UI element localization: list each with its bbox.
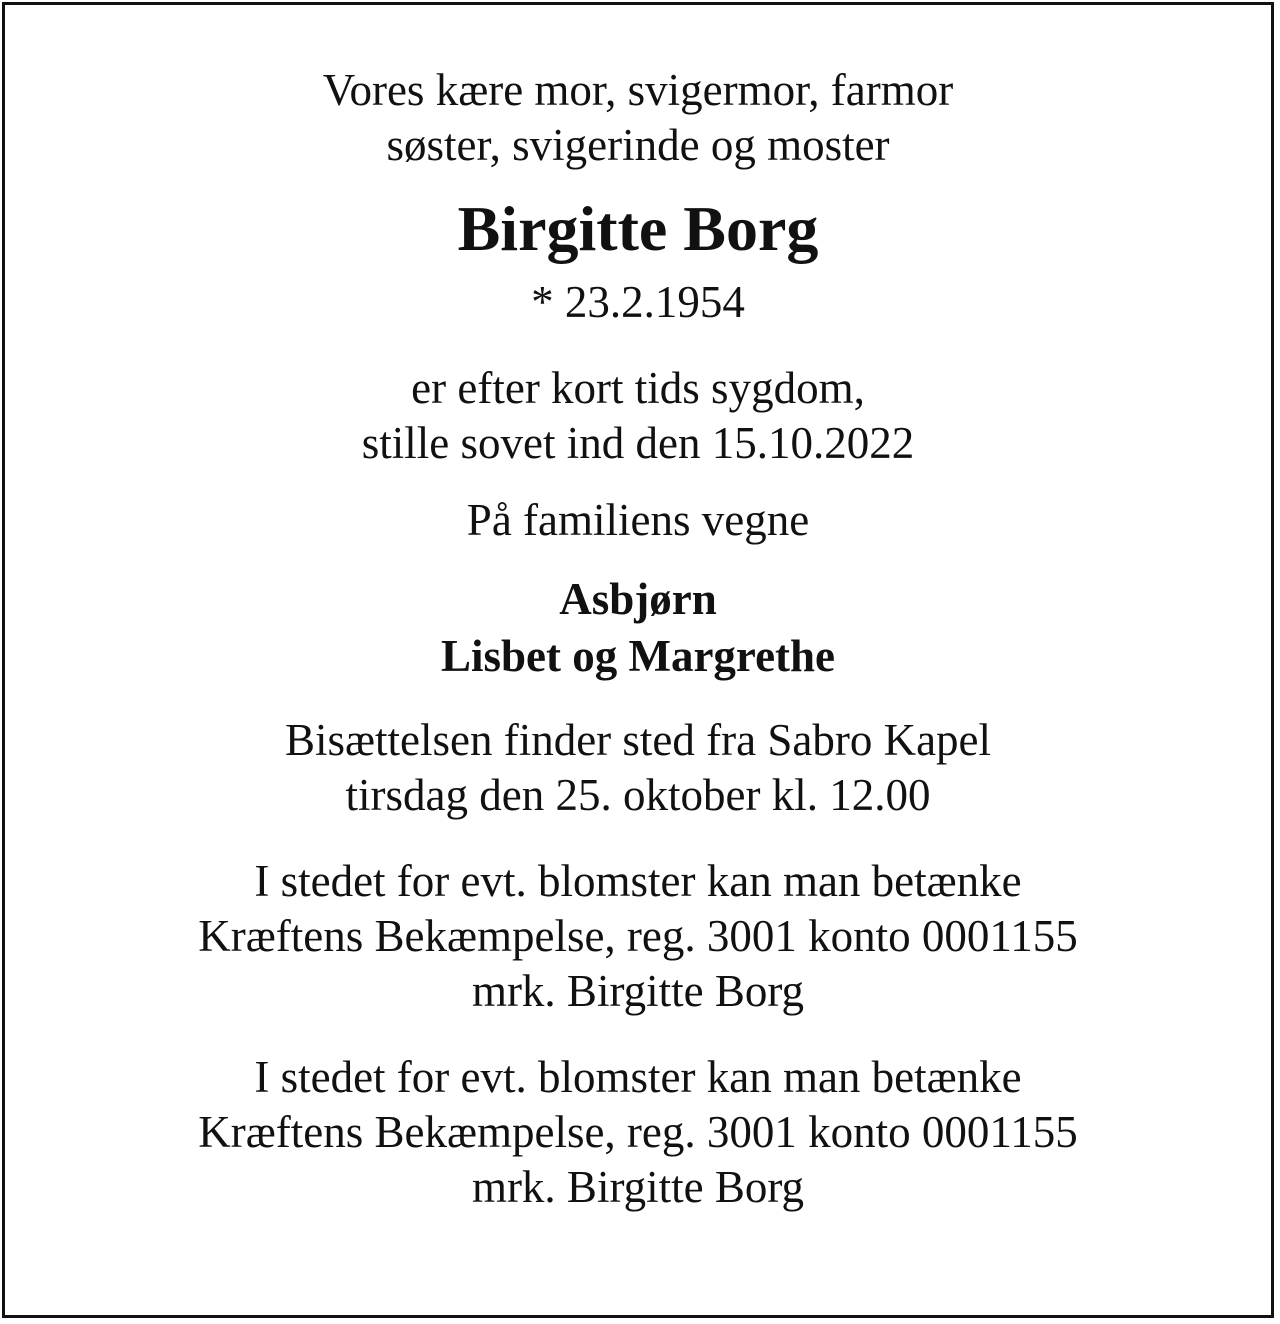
deceased-name bbox=[5, 190, 1271, 268]
donation-line: mrk. Birgitte Borg bbox=[471, 966, 805, 1016]
on-behalf-text bbox=[5, 493, 1271, 548]
intro-text bbox=[5, 63, 1271, 173]
donation-info bbox=[5, 1050, 1271, 1215]
funeral-line: Bisættelsen finder sted fra Sabro Kapel bbox=[284, 715, 992, 765]
notice-content bbox=[5, 63, 1271, 1215]
birth-date bbox=[5, 275, 1271, 330]
family-names bbox=[5, 571, 1271, 685]
on-behalf-line: På familiens vegne bbox=[466, 495, 810, 545]
deceased-name-text: Birgitte Borg bbox=[457, 193, 819, 264]
intro-line: søster, svigerinde og moster bbox=[386, 120, 890, 170]
donation-info bbox=[5, 854, 1271, 1019]
death-line: er efter kort tids sygdom, bbox=[411, 363, 865, 413]
donation-line: mrk. Birgitte Borg bbox=[471, 1162, 805, 1212]
donation-line: I stedet for evt. blomster kan man betænke bbox=[254, 1052, 1022, 1102]
donation-line: Kræftens Bekæmpelse, reg. 3001 konto 0001155 bbox=[198, 1107, 1078, 1157]
death-line: stille sovet ind den 15.10.2022 bbox=[361, 418, 915, 468]
donation-line: Kræftens Bekæmpelse, reg. 3001 konto 0001155 bbox=[198, 911, 1078, 961]
family-line: Asbjørn bbox=[559, 574, 717, 624]
family-line: Lisbet og Margrethe bbox=[440, 631, 836, 681]
funeral-info bbox=[5, 713, 1271, 823]
obituary-notice bbox=[2, 2, 1274, 1318]
funeral-line: tirsdag den 25. oktober kl. 12.00 bbox=[345, 770, 931, 820]
intro-line: Vores kære mor, svigermor, farmor bbox=[322, 65, 954, 115]
donation-line: I stedet for evt. blomster kan man betænke bbox=[254, 856, 1022, 906]
birth-date-text: * 23.2.1954 bbox=[531, 277, 745, 327]
death-text bbox=[5, 361, 1271, 471]
